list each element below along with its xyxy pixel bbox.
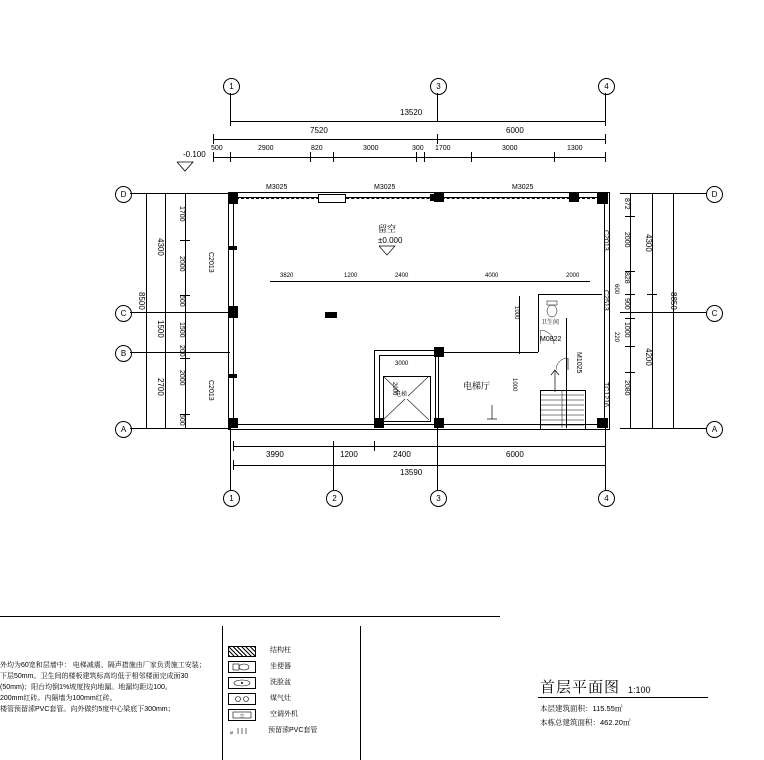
interior-dim-line <box>270 281 590 282</box>
interior-dim-1000: 1000 <box>513 306 519 320</box>
dim-tick <box>160 352 170 353</box>
sheet-divider <box>0 616 500 617</box>
dim-right-major-4200: 4200 <box>644 348 653 366</box>
dim-line-right-major <box>652 193 653 428</box>
dim-tick <box>554 152 555 162</box>
note-line: 下层50mm。卫生间的楼板建筑标高均低于相邻楼面完成面30 <box>0 673 189 680</box>
door-swing-icon <box>540 330 556 346</box>
level-symbol-icon <box>378 245 396 256</box>
dim-left-minor-1700: 1700 <box>178 206 185 222</box>
grid-bubble-left-A <box>115 421 132 438</box>
level-mark-outside: -0.100 <box>183 150 206 159</box>
dim-tick <box>180 240 190 241</box>
interior-dim-3000: 3000 <box>395 361 409 367</box>
dim-line-bottom-minor <box>233 446 605 447</box>
grid-bubble-top-4 <box>598 78 615 95</box>
grid-bubble-top-1 <box>223 78 240 95</box>
legend-icon-ac-unit <box>228 709 256 721</box>
note-line: 外均为60宽和层墙中： 电梯减震、隔声措施由厂家负责施工安装； <box>0 662 206 669</box>
top-wall-dashed-line <box>236 198 600 199</box>
grid-bubble-label: C <box>711 309 718 318</box>
dim-tick <box>605 116 606 126</box>
legend-label: 空调外机 <box>270 711 298 718</box>
grid-bubble-label: B <box>120 349 127 358</box>
interior-dim-2000: 2000 <box>566 273 580 279</box>
legend-icon-stove <box>228 693 256 705</box>
dim-bottom-total: 13590 <box>400 468 423 477</box>
dim-tick <box>625 428 635 429</box>
dim-tick <box>180 193 190 194</box>
tag-M3025-1: M3025 <box>266 184 288 191</box>
dim-minor-top-500: 500 <box>211 145 223 152</box>
wall-window-mark <box>229 246 237 250</box>
svg-text:空: 空 <box>240 713 244 718</box>
dim-minor-top-1300: 1300 <box>567 145 583 152</box>
grid-bubble-label: C <box>120 309 127 318</box>
grid-bubble-label: A <box>120 425 127 434</box>
dim-right-828: 828 <box>623 272 630 284</box>
legend-label: 结构柱 <box>270 647 291 654</box>
dim-tick <box>437 134 438 144</box>
interior-wall <box>374 350 375 428</box>
interior-wall <box>374 350 438 351</box>
dim-tick <box>605 134 606 144</box>
grid-bubble-left-B <box>115 345 132 362</box>
dim-tick <box>333 152 334 162</box>
drawing-title: 首层平面图 <box>540 679 621 696</box>
structural-column <box>228 418 238 428</box>
dim-left-major-1500: 1500 <box>156 320 165 338</box>
dim-bottom-2400: 2400 <box>393 450 411 459</box>
dim-left-total: 8500 <box>137 292 146 310</box>
legend-icon-sink <box>228 677 256 689</box>
dim-right-220: 220 <box>613 332 619 343</box>
dim-tick <box>625 372 635 373</box>
tag-M1025: M1025 <box>575 352 582 374</box>
level-symbol-icon <box>175 160 195 172</box>
grid-stem <box>333 446 334 490</box>
structural-column <box>597 418 608 428</box>
dim-tick <box>625 216 635 217</box>
dim-line-left-minor <box>185 193 186 428</box>
room-label-elevator: 电梯 <box>395 392 408 398</box>
dim-bottom-1200: 1200 <box>340 450 358 459</box>
dim-line-bottom-total <box>233 465 605 466</box>
dim-tick <box>141 193 151 194</box>
grid-bubble-label: 1 <box>229 494 234 503</box>
dim-tick <box>160 193 170 194</box>
dim-right-872: 872 <box>623 198 630 210</box>
dim-tick <box>471 152 472 162</box>
tag-C2013-1: C2013 <box>207 252 214 273</box>
dim-bottom-6000: 6000 <box>506 450 524 459</box>
interior-wall-thin <box>519 296 520 354</box>
dim-tick <box>141 428 151 429</box>
dim-tick <box>230 116 231 126</box>
grid-bubble-bottom-3 <box>430 490 447 507</box>
dim-tick <box>213 134 214 144</box>
window-opening <box>430 194 440 201</box>
tag-C2013-3: C2013 <box>602 230 609 251</box>
legend-label: 煤气灶 <box>270 695 291 702</box>
note-line: 楼管预留溹PVC套管。向外做约5度中心梁底下300mm； <box>0 706 175 713</box>
interior-wall <box>538 294 539 352</box>
dim-right-600: 600 <box>613 284 619 295</box>
grid-bubble-bottom-1 <box>223 490 240 507</box>
dim-tick <box>180 428 190 429</box>
grid-bubble-bottom-4 <box>598 490 615 507</box>
tag-TC1216: TC1216 <box>602 382 609 407</box>
grid-bubble-label: 1 <box>229 82 234 91</box>
tag-M3025-2: M3025 <box>374 184 396 191</box>
dim-line-major-top <box>213 139 605 140</box>
dim-right-900: 900 <box>623 298 630 310</box>
dim-minor-top-300: 300 <box>412 145 424 152</box>
dim-tick <box>213 152 214 162</box>
dim-minor-top-2900: 2900 <box>258 145 274 152</box>
dim-left-major-2700: 2700 <box>156 378 165 396</box>
interior-dim-3820: 3820 <box>280 273 294 279</box>
legend-label: 预留溹PVC套管 <box>268 727 318 734</box>
interior-dim-4000: 4000 <box>485 273 499 279</box>
dim-tick <box>668 428 678 429</box>
dim-line-right-total <box>673 193 674 428</box>
interior-wall <box>438 352 538 353</box>
general-notes <box>0 662 222 717</box>
grid-stem <box>620 312 706 313</box>
grid-bubble-label: 3 <box>436 494 441 503</box>
total-area-line: 本栋总建筑面积：462.20㎡ <box>540 718 631 727</box>
dim-right-2080: 2080 <box>623 380 630 396</box>
room-label-void: 留空 <box>378 224 397 234</box>
toilet-icon <box>545 300 559 318</box>
tag-C2513: C2513 <box>602 290 609 311</box>
dim-major-top-1: 7520 <box>310 126 328 135</box>
structural-column <box>228 306 238 318</box>
dim-tick <box>668 193 678 194</box>
dim-line-total-top <box>230 121 605 122</box>
dim-left-minor-1500: 1500 <box>178 322 185 338</box>
dim-tick <box>310 152 311 162</box>
dim-tick <box>647 428 657 429</box>
stair-treads-icon <box>540 390 584 428</box>
dim-tick <box>233 460 234 470</box>
interior-wall <box>438 352 439 428</box>
dim-tick <box>160 428 170 429</box>
wall-window-mark <box>229 374 237 378</box>
grid-bubble-left-D <box>115 186 132 203</box>
tag-C2013-2: C2013 <box>207 380 214 401</box>
tag-M3025-3: M3025 <box>512 184 534 191</box>
dim-left-major-4300: 4300 <box>156 238 165 256</box>
drawing-scale: 1:100 <box>628 685 651 695</box>
grid-stem <box>230 428 231 490</box>
dim-line-right-minor <box>630 193 631 428</box>
note-line: 200mm红砖。内隔墙为100mm红砖。 <box>0 695 117 702</box>
legend-icon-toilet <box>228 661 256 673</box>
dim-tick <box>180 312 190 313</box>
interior-dim-2000b: 2000 <box>391 382 397 396</box>
grid-bubble-left-C <box>115 305 132 322</box>
dim-line-left-total <box>146 193 147 428</box>
dim-left-minor-500: 500 <box>178 414 185 426</box>
grid-bubble-bottom-2 <box>326 490 343 507</box>
notes-divider <box>222 626 223 760</box>
dim-tick <box>647 193 657 194</box>
structural-column <box>569 192 579 202</box>
svg-text:⌀: ⌀ <box>230 730 234 735</box>
dim-tick <box>374 441 375 451</box>
dim-left-minor-2000b: 2000 <box>178 370 185 386</box>
dim-line-left-major <box>165 193 166 428</box>
drawing-title-block <box>540 676 651 697</box>
grid-bubble-right-C <box>706 305 723 322</box>
grid-stem <box>437 428 438 490</box>
dim-bottom-3990: 3990 <box>266 450 284 459</box>
grid-bubble-label: A <box>711 425 718 434</box>
dim-tick <box>230 152 231 162</box>
dim-tick <box>180 358 190 359</box>
note-line: (50mm)；阳台均倒1%坡度按向地漏。地漏均距边100。 <box>0 684 172 691</box>
grid-bubble-right-D <box>706 186 723 203</box>
grid-bubble-right-A <box>706 421 723 438</box>
legend-icon-pipe-sleeve <box>228 726 254 736</box>
dim-minor-top-3000b: 3000 <box>502 145 518 152</box>
grid-bubble-label: 4 <box>604 494 609 503</box>
dim-tick <box>625 294 635 295</box>
dim-right-2000: 2000 <box>623 232 630 248</box>
structural-column <box>597 192 608 204</box>
grid-stem <box>437 93 438 121</box>
grid-bubble-label: D <box>120 190 127 199</box>
legend-label: 坐便器 <box>270 663 291 670</box>
dim-major-top-2: 6000 <box>506 126 524 135</box>
dim-minor-top-820: 820 <box>311 145 323 152</box>
floor-area-line: 本层建筑面积：115.55㎡ <box>540 704 623 713</box>
grid-bubble-label: 4 <box>604 82 609 91</box>
dim-tick <box>625 346 635 347</box>
dim-left-minor-200: 200 <box>178 345 185 357</box>
interior-dim-1000b: 1000 <box>511 378 517 392</box>
grid-bubble-label: D <box>711 190 718 199</box>
room-label-bathroom: 卫生间 <box>541 320 560 326</box>
interior-dim-2400: 2400 <box>395 273 409 279</box>
dim-tick <box>424 152 425 162</box>
dim-tick <box>647 294 657 295</box>
door-swing-icon <box>556 358 570 374</box>
interior-dim-1200: 1200 <box>344 273 358 279</box>
grid-stem <box>605 428 606 490</box>
structural-column <box>228 192 238 204</box>
grid-bubble-label: 3 <box>436 82 441 91</box>
dim-tick <box>160 312 170 313</box>
level-mark-inside: ±0.000 <box>378 236 403 245</box>
legend-divider <box>360 626 361 760</box>
grid-bubble-label: 2 <box>332 494 337 503</box>
dim-right-1000: 1000 <box>623 322 630 338</box>
dim-total-top: 13520 <box>400 108 423 117</box>
dim-right-total: 8850 <box>669 292 678 310</box>
dim-line-minor-top <box>213 157 605 158</box>
dim-minor-top-3000: 3000 <box>363 145 379 152</box>
dim-tick <box>416 152 417 162</box>
tag-M0822: M0822 <box>540 336 562 343</box>
dim-tick <box>625 193 635 194</box>
down-arrow-icon <box>485 405 499 421</box>
legend-icon-column-hatch <box>228 646 256 657</box>
dim-left-minor-2000: 2000 <box>178 256 185 272</box>
dim-minor-top-1700: 1700 <box>435 145 451 152</box>
dim-tick <box>625 318 635 319</box>
dim-tick <box>233 441 234 451</box>
interior-wall <box>538 294 602 295</box>
dim-tick <box>605 152 606 162</box>
title-underline <box>538 697 708 698</box>
legend-table <box>228 645 317 737</box>
dim-right-major-4300: 4300 <box>644 234 653 252</box>
grid-bubble-top-3 <box>430 78 447 95</box>
structural-column <box>325 312 337 318</box>
dim-left-minor-600: 600 <box>178 295 185 307</box>
window-opening <box>318 194 346 203</box>
room-label-elevator-lobby: 电梯厅 <box>463 381 491 391</box>
legend-label: 洗脸盆 <box>270 679 291 686</box>
